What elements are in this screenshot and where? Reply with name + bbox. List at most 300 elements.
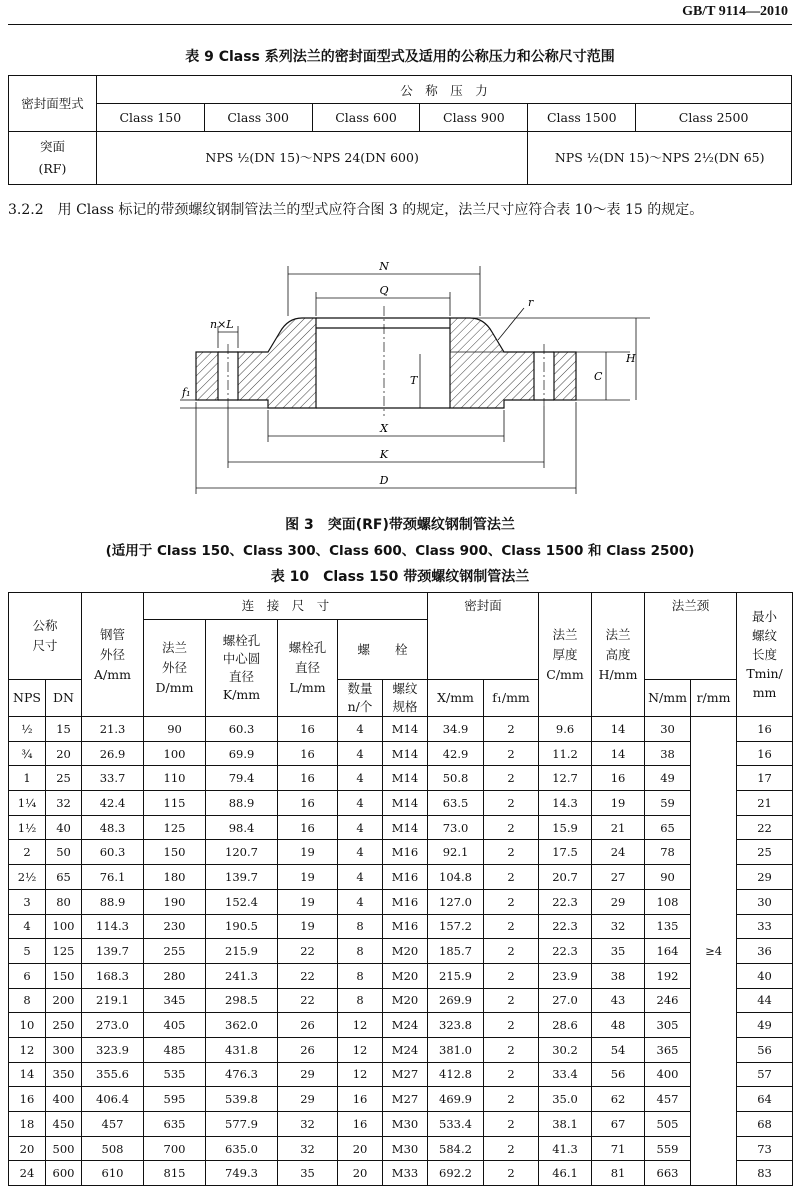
table-cell: 29 bbox=[592, 889, 645, 914]
table9-col0-header: 密封面型式 bbox=[9, 76, 97, 132]
table-cell: 34.9 bbox=[428, 717, 484, 742]
table-cell: 150 bbox=[144, 840, 206, 865]
table-cell: 20.7 bbox=[539, 865, 592, 890]
table-cell: 16 bbox=[592, 766, 645, 791]
table-cell: 21 bbox=[737, 791, 793, 816]
label-X: X bbox=[380, 422, 388, 435]
table-cell: M24 bbox=[383, 1013, 428, 1038]
table-cell: 12 bbox=[338, 1062, 383, 1087]
table-cell: 46.1 bbox=[539, 1161, 592, 1186]
table-cell: 16 bbox=[278, 766, 338, 791]
table-cell: 49 bbox=[645, 766, 691, 791]
table-cell: 4 bbox=[338, 717, 383, 742]
table-row bbox=[9, 1037, 793, 1062]
table-cell: 20 bbox=[338, 1136, 383, 1161]
table-cell: M27 bbox=[383, 1087, 428, 1112]
table-cell: 17.5 bbox=[539, 840, 592, 865]
table-cell: 14.3 bbox=[539, 791, 592, 816]
table10 bbox=[8, 592, 793, 1186]
header-r: r/mm bbox=[691, 680, 737, 717]
header-neck: 法兰颈 bbox=[645, 593, 737, 680]
table-cell: 73.0 bbox=[428, 815, 484, 840]
table-cell: 22.3 bbox=[539, 914, 592, 939]
table-cell: 14 bbox=[592, 741, 645, 766]
table-cell: 2 bbox=[484, 1087, 539, 1112]
table-cell: 610 bbox=[82, 1161, 144, 1186]
table-cell: 20 bbox=[338, 1161, 383, 1186]
table-cell: 508 bbox=[82, 1136, 144, 1161]
table-cell: 27.0 bbox=[539, 988, 592, 1013]
table-cell: 42.9 bbox=[428, 741, 484, 766]
table-cell: 533.4 bbox=[428, 1112, 484, 1137]
table-cell: 43 bbox=[592, 988, 645, 1013]
label-H: H bbox=[626, 352, 636, 365]
table-cell: 49 bbox=[737, 1013, 793, 1038]
table-cell: 65 bbox=[645, 815, 691, 840]
table-cell: 400 bbox=[645, 1062, 691, 1087]
table-cell: 280 bbox=[144, 963, 206, 988]
table-cell: 27 bbox=[592, 865, 645, 890]
table-cell: 2 bbox=[484, 840, 539, 865]
table-cell: 700 bbox=[144, 1136, 206, 1161]
header-x: X/mm bbox=[428, 680, 484, 717]
table-row bbox=[9, 1112, 793, 1137]
table-cell: M27 bbox=[383, 1062, 428, 1087]
r-value-cell: ≥4 bbox=[691, 717, 737, 1186]
figure-caption: 图 3 突面(RF)带颈螺纹钢制管法兰 bbox=[285, 517, 515, 533]
table-row bbox=[9, 840, 793, 865]
table-cell: 12 bbox=[9, 1037, 46, 1062]
table-cell: 71 bbox=[592, 1136, 645, 1161]
table-row bbox=[9, 1136, 793, 1161]
header-pipe-od: 钢管 外径 A/mm bbox=[82, 593, 144, 717]
table-cell: 38 bbox=[645, 741, 691, 766]
table-cell: 16 bbox=[278, 741, 338, 766]
table-cell: 2 bbox=[484, 766, 539, 791]
table-cell: 457 bbox=[82, 1112, 144, 1137]
header-f1: f₁/mm bbox=[484, 680, 539, 717]
table-cell: M33 bbox=[383, 1161, 428, 1186]
header-flange-od: 法兰 外径 D/mm bbox=[144, 620, 206, 717]
table-cell: 110 bbox=[144, 766, 206, 791]
label-nxL: n×L bbox=[210, 318, 234, 331]
table-cell: 135 bbox=[645, 914, 691, 939]
table-cell: 4 bbox=[338, 840, 383, 865]
table-row bbox=[9, 1013, 793, 1038]
table-cell: 469.9 bbox=[428, 1087, 484, 1112]
table-cell: 2 bbox=[484, 791, 539, 816]
table-cell: 4 bbox=[338, 791, 383, 816]
table-cell: 150 bbox=[46, 963, 82, 988]
table-cell: 269.9 bbox=[428, 988, 484, 1013]
table-cell: 16 bbox=[737, 741, 793, 766]
table-cell: 405 bbox=[144, 1013, 206, 1038]
table-cell: 139.7 bbox=[82, 939, 144, 964]
table-cell: 4 bbox=[338, 815, 383, 840]
table-cell: 2 bbox=[484, 1013, 539, 1038]
table-row bbox=[9, 741, 793, 766]
table-cell: 33 bbox=[737, 914, 793, 939]
table-cell: 125 bbox=[144, 815, 206, 840]
table-cell: ½ bbox=[9, 717, 46, 742]
table9-class-header: Class 900 bbox=[420, 104, 528, 132]
table-cell: 500 bbox=[46, 1136, 82, 1161]
table-cell: 164 bbox=[645, 939, 691, 964]
table9-range-1: NPS ½(DN 15)～NPS 24(DN 600) bbox=[96, 132, 527, 185]
table-cell: 2 bbox=[484, 1062, 539, 1087]
table-cell: 152.4 bbox=[206, 889, 278, 914]
table-cell: 476.3 bbox=[206, 1062, 278, 1087]
table-cell: 22.3 bbox=[539, 889, 592, 914]
table-cell: 10 bbox=[9, 1013, 46, 1038]
table-cell: 2 bbox=[484, 741, 539, 766]
table-cell: 23.9 bbox=[539, 963, 592, 988]
table-cell: 19 bbox=[592, 791, 645, 816]
table-cell: 16 bbox=[9, 1087, 46, 1112]
table-cell: 2 bbox=[484, 939, 539, 964]
label-H-holder bbox=[620, 320, 650, 420]
table-cell: 2 bbox=[484, 815, 539, 840]
table9-class-header: Class 150 bbox=[96, 104, 204, 132]
table-cell: 406.4 bbox=[82, 1087, 144, 1112]
table-cell: 20 bbox=[9, 1136, 46, 1161]
table-cell: 22 bbox=[737, 815, 793, 840]
table-cell: 22 bbox=[278, 939, 338, 964]
table-cell: 185.7 bbox=[428, 939, 484, 964]
table-cell: 16 bbox=[278, 791, 338, 816]
table-cell: 65 bbox=[46, 865, 82, 890]
table-cell: 2 bbox=[484, 963, 539, 988]
table-cell: 2½ bbox=[9, 865, 46, 890]
header-rule bbox=[8, 24, 792, 25]
header-thickness: 法兰 厚度 C/mm bbox=[539, 593, 592, 717]
table-cell: 40 bbox=[46, 815, 82, 840]
table-cell: 8 bbox=[338, 914, 383, 939]
table-cell: 9.6 bbox=[539, 717, 592, 742]
table-cell: 104.8 bbox=[428, 865, 484, 890]
table-cell: 8 bbox=[338, 939, 383, 964]
table-cell: M14 bbox=[383, 791, 428, 816]
table-cell: M16 bbox=[383, 865, 428, 890]
table-cell: 139.7 bbox=[206, 865, 278, 890]
table-cell: 8 bbox=[338, 963, 383, 988]
table-cell: 431.8 bbox=[206, 1037, 278, 1062]
table-cell: 29 bbox=[278, 1062, 338, 1087]
table-cell: 2 bbox=[9, 840, 46, 865]
table-cell: 14 bbox=[9, 1062, 46, 1087]
table-cell: 215.9 bbox=[206, 939, 278, 964]
table-cell: 3 bbox=[9, 889, 46, 914]
table-cell: 115 bbox=[144, 791, 206, 816]
table-cell: 63.5 bbox=[428, 791, 484, 816]
table-row bbox=[9, 889, 793, 914]
table-cell: 19 bbox=[278, 889, 338, 914]
table-cell: 20 bbox=[46, 741, 82, 766]
table-cell: 38.1 bbox=[539, 1112, 592, 1137]
flange-drawing bbox=[180, 256, 603, 504]
table-cell: 1¼ bbox=[9, 791, 46, 816]
header-thread: 螺纹 规格 bbox=[383, 680, 428, 717]
table-cell: M14 bbox=[383, 815, 428, 840]
table-row bbox=[9, 815, 793, 840]
table-cell: 505 bbox=[645, 1112, 691, 1137]
table9-class-header: Class 600 bbox=[312, 104, 420, 132]
table-cell: 635.0 bbox=[206, 1136, 278, 1161]
table-cell: M20 bbox=[383, 963, 428, 988]
table-cell: 19 bbox=[278, 840, 338, 865]
table-row bbox=[9, 1087, 793, 1112]
table-cell: 2 bbox=[484, 914, 539, 939]
table-cell: 12.7 bbox=[539, 766, 592, 791]
header-bolt-circle: 螺栓孔 中心圆 直径 K/mm bbox=[206, 620, 278, 717]
table-cell: M16 bbox=[383, 840, 428, 865]
table-cell: 59 bbox=[645, 791, 691, 816]
table-row bbox=[9, 791, 793, 816]
table-cell: 64 bbox=[737, 1087, 793, 1112]
table-cell: 663 bbox=[645, 1161, 691, 1186]
table-cell: 108 bbox=[645, 889, 691, 914]
table-cell: 412.8 bbox=[428, 1062, 484, 1087]
standard-number: GB/T 9114—2010 bbox=[682, 4, 788, 19]
table-cell: 4 bbox=[338, 865, 383, 890]
table-cell: 88.9 bbox=[206, 791, 278, 816]
header-nominal-size: 公称 尺寸 bbox=[9, 593, 82, 680]
table-cell: 33.7 bbox=[82, 766, 144, 791]
table-cell: M24 bbox=[383, 1037, 428, 1062]
table-cell: 41.3 bbox=[539, 1136, 592, 1161]
table-cell: 22.3 bbox=[539, 939, 592, 964]
table-cell: 78 bbox=[645, 840, 691, 865]
table-cell: 300 bbox=[46, 1037, 82, 1062]
table-cell: 323.8 bbox=[428, 1013, 484, 1038]
table-cell: 26 bbox=[278, 1037, 338, 1062]
table-cell: M16 bbox=[383, 889, 428, 914]
table-cell: 42.4 bbox=[82, 791, 144, 816]
table-cell: 76.1 bbox=[82, 865, 144, 890]
table-cell: 5 bbox=[9, 939, 46, 964]
flange-section-left bbox=[196, 318, 316, 408]
table-cell: 2 bbox=[484, 1112, 539, 1137]
table-cell: 69.9 bbox=[206, 741, 278, 766]
table-cell: M14 bbox=[383, 717, 428, 742]
table-cell: 100 bbox=[144, 741, 206, 766]
table-cell: M30 bbox=[383, 1112, 428, 1137]
table-cell: 692.2 bbox=[428, 1161, 484, 1186]
table-cell: 190 bbox=[144, 889, 206, 914]
table-cell: 539.8 bbox=[206, 1087, 278, 1112]
table9-class-header: Class 300 bbox=[204, 104, 312, 132]
table-cell: 381.0 bbox=[428, 1037, 484, 1062]
table-cell: 6 bbox=[9, 963, 46, 988]
table-cell: 2 bbox=[484, 1161, 539, 1186]
table-row bbox=[9, 766, 793, 791]
table-cell: 2 bbox=[484, 889, 539, 914]
table-cell: 749.3 bbox=[206, 1161, 278, 1186]
table9 bbox=[8, 75, 792, 185]
table-cell: 2 bbox=[484, 865, 539, 890]
table-cell: 8 bbox=[9, 988, 46, 1013]
table-cell: 157.2 bbox=[428, 914, 484, 939]
table-cell: 595 bbox=[144, 1087, 206, 1112]
table-cell: 4 bbox=[338, 741, 383, 766]
table9-caption: 表 9 Class 系列法兰的密封面型式及适用的公称压力和公称尺寸范围 bbox=[185, 49, 615, 65]
table-cell: 36 bbox=[737, 939, 793, 964]
header-dn: DN bbox=[46, 680, 82, 717]
table-row bbox=[9, 963, 793, 988]
table9-class-header: Class 2500 bbox=[636, 104, 792, 132]
table-cell: 32 bbox=[278, 1136, 338, 1161]
flange-section-right bbox=[450, 318, 576, 408]
table-cell: 2 bbox=[484, 988, 539, 1013]
table-cell: 600 bbox=[46, 1161, 82, 1186]
table-cell: 30 bbox=[737, 889, 793, 914]
table-cell: 28.6 bbox=[539, 1013, 592, 1038]
table-cell: 35 bbox=[278, 1161, 338, 1186]
table-cell: 345 bbox=[144, 988, 206, 1013]
table-cell: 485 bbox=[144, 1037, 206, 1062]
figure-subcaption: (适用于 Class 150、Class 300、Class 600、Class 900、Class 1500 和 Class 2500) bbox=[105, 543, 695, 559]
table-cell: 215.9 bbox=[428, 963, 484, 988]
table-cell: 18 bbox=[9, 1112, 46, 1137]
table-cell: 2 bbox=[484, 717, 539, 742]
table-cell: 4 bbox=[338, 766, 383, 791]
table-cell: 35.0 bbox=[539, 1087, 592, 1112]
table-cell: 273.0 bbox=[82, 1013, 144, 1038]
table-cell: 33.4 bbox=[539, 1062, 592, 1087]
table-cell: M14 bbox=[383, 741, 428, 766]
header-bolt: 螺 栓 bbox=[338, 620, 428, 680]
table-cell: 32 bbox=[46, 791, 82, 816]
table-cell: 73 bbox=[737, 1136, 793, 1161]
table-cell: 67 bbox=[592, 1112, 645, 1137]
label-T: T bbox=[410, 374, 418, 387]
table-cell: 29 bbox=[278, 1087, 338, 1112]
table-cell: 44 bbox=[737, 988, 793, 1013]
table-row bbox=[9, 865, 793, 890]
label-N: N bbox=[379, 260, 389, 273]
table-cell: 1½ bbox=[9, 815, 46, 840]
header-nps: NPS bbox=[9, 680, 46, 717]
table-row bbox=[9, 1161, 793, 1186]
table-cell: 2 bbox=[484, 1037, 539, 1062]
table-row bbox=[9, 914, 793, 939]
header-qty: 数量 n/个 bbox=[338, 680, 383, 717]
table9-range-2: NPS ½(DN 15)～NPS 2½(DN 65) bbox=[528, 132, 792, 185]
table-cell: 127.0 bbox=[428, 889, 484, 914]
table-cell: 815 bbox=[144, 1161, 206, 1186]
table-cell: 250 bbox=[46, 1013, 82, 1038]
header-n: N/mm bbox=[645, 680, 691, 717]
table-cell: M30 bbox=[383, 1136, 428, 1161]
table-cell: 90 bbox=[144, 717, 206, 742]
table-cell: 190.5 bbox=[206, 914, 278, 939]
table-cell: 305 bbox=[645, 1013, 691, 1038]
table-cell: 246 bbox=[645, 988, 691, 1013]
table-cell: 192 bbox=[645, 963, 691, 988]
table-cell: 83 bbox=[737, 1161, 793, 1186]
table-cell: M20 bbox=[383, 939, 428, 964]
table-row bbox=[9, 1062, 793, 1087]
table-cell: 114.3 bbox=[82, 914, 144, 939]
table-cell: 30.2 bbox=[539, 1037, 592, 1062]
label-K: K bbox=[379, 448, 389, 461]
table-cell: 12 bbox=[338, 1013, 383, 1038]
table-cell: 120.7 bbox=[206, 840, 278, 865]
label-r: r bbox=[528, 296, 534, 309]
table-row bbox=[9, 939, 793, 964]
table-cell: 17 bbox=[737, 766, 793, 791]
table-cell: 4 bbox=[338, 889, 383, 914]
table-cell: 450 bbox=[46, 1112, 82, 1137]
table-cell: 15 bbox=[46, 717, 82, 742]
table-cell: 350 bbox=[46, 1062, 82, 1087]
table-cell: M14 bbox=[383, 766, 428, 791]
table-cell: 81 bbox=[592, 1161, 645, 1186]
table-cell: 125 bbox=[46, 939, 82, 964]
table-cell: 19 bbox=[278, 865, 338, 890]
header-height: 法兰 高度 H/mm bbox=[592, 593, 645, 717]
table-cell: 68 bbox=[737, 1112, 793, 1137]
table-cell: M20 bbox=[383, 988, 428, 1013]
table-cell: 15.9 bbox=[539, 815, 592, 840]
table-cell: 230 bbox=[144, 914, 206, 939]
label-C: C bbox=[594, 370, 603, 383]
label-f1: f₁ bbox=[182, 386, 191, 399]
table-cell: ¾ bbox=[9, 741, 46, 766]
table-cell: 98.4 bbox=[206, 815, 278, 840]
table-cell: 14 bbox=[592, 717, 645, 742]
table-cell: 32 bbox=[592, 914, 645, 939]
label-Q: Q bbox=[379, 284, 389, 297]
table-cell: 180 bbox=[144, 865, 206, 890]
table-cell: 577.9 bbox=[206, 1112, 278, 1137]
table-cell: 400 bbox=[46, 1087, 82, 1112]
table-cell: 255 bbox=[144, 939, 206, 964]
table-cell: 4 bbox=[9, 914, 46, 939]
table-cell: 241.3 bbox=[206, 963, 278, 988]
table-cell: 2 bbox=[484, 1136, 539, 1161]
table9-row-label: 突面 (RF) bbox=[9, 132, 97, 185]
table-cell: 60.3 bbox=[206, 717, 278, 742]
table-cell: 22 bbox=[278, 988, 338, 1013]
header-connection: 连 接 尺 寸 bbox=[144, 593, 428, 620]
table-row bbox=[9, 717, 793, 742]
header-seal: 密封面 bbox=[428, 593, 539, 680]
table-cell: 457 bbox=[645, 1087, 691, 1112]
table-cell: 57 bbox=[737, 1062, 793, 1087]
table-cell: 56 bbox=[592, 1062, 645, 1087]
table-cell: 92.1 bbox=[428, 840, 484, 865]
table-cell: 362.0 bbox=[206, 1013, 278, 1038]
table-cell: 21.3 bbox=[82, 717, 144, 742]
table-cell: 60.3 bbox=[82, 840, 144, 865]
table-cell: 365 bbox=[645, 1037, 691, 1062]
paragraph-3-2-2: 3.2.2 用 Class 标记的带颈螺纹钢制管法兰的型式应符合图 3 的规定，法兰尺寸应符合表 10～表 15 的规定。 bbox=[8, 202, 704, 218]
table-cell: 30 bbox=[645, 717, 691, 742]
table-cell: 16 bbox=[278, 717, 338, 742]
table-cell: 16 bbox=[278, 815, 338, 840]
table9-class-header: Class 1500 bbox=[528, 104, 636, 132]
table-cell: 22 bbox=[278, 963, 338, 988]
table-cell: 100 bbox=[46, 914, 82, 939]
table-cell: 12 bbox=[338, 1037, 383, 1062]
header-bolt-hole: 螺栓孔 直径 L/mm bbox=[278, 620, 338, 717]
table-cell: 40 bbox=[737, 963, 793, 988]
table-cell: 219.1 bbox=[82, 988, 144, 1013]
table-cell: 19 bbox=[278, 914, 338, 939]
table-cell: 48.3 bbox=[82, 815, 144, 840]
table-cell: 88.9 bbox=[82, 889, 144, 914]
